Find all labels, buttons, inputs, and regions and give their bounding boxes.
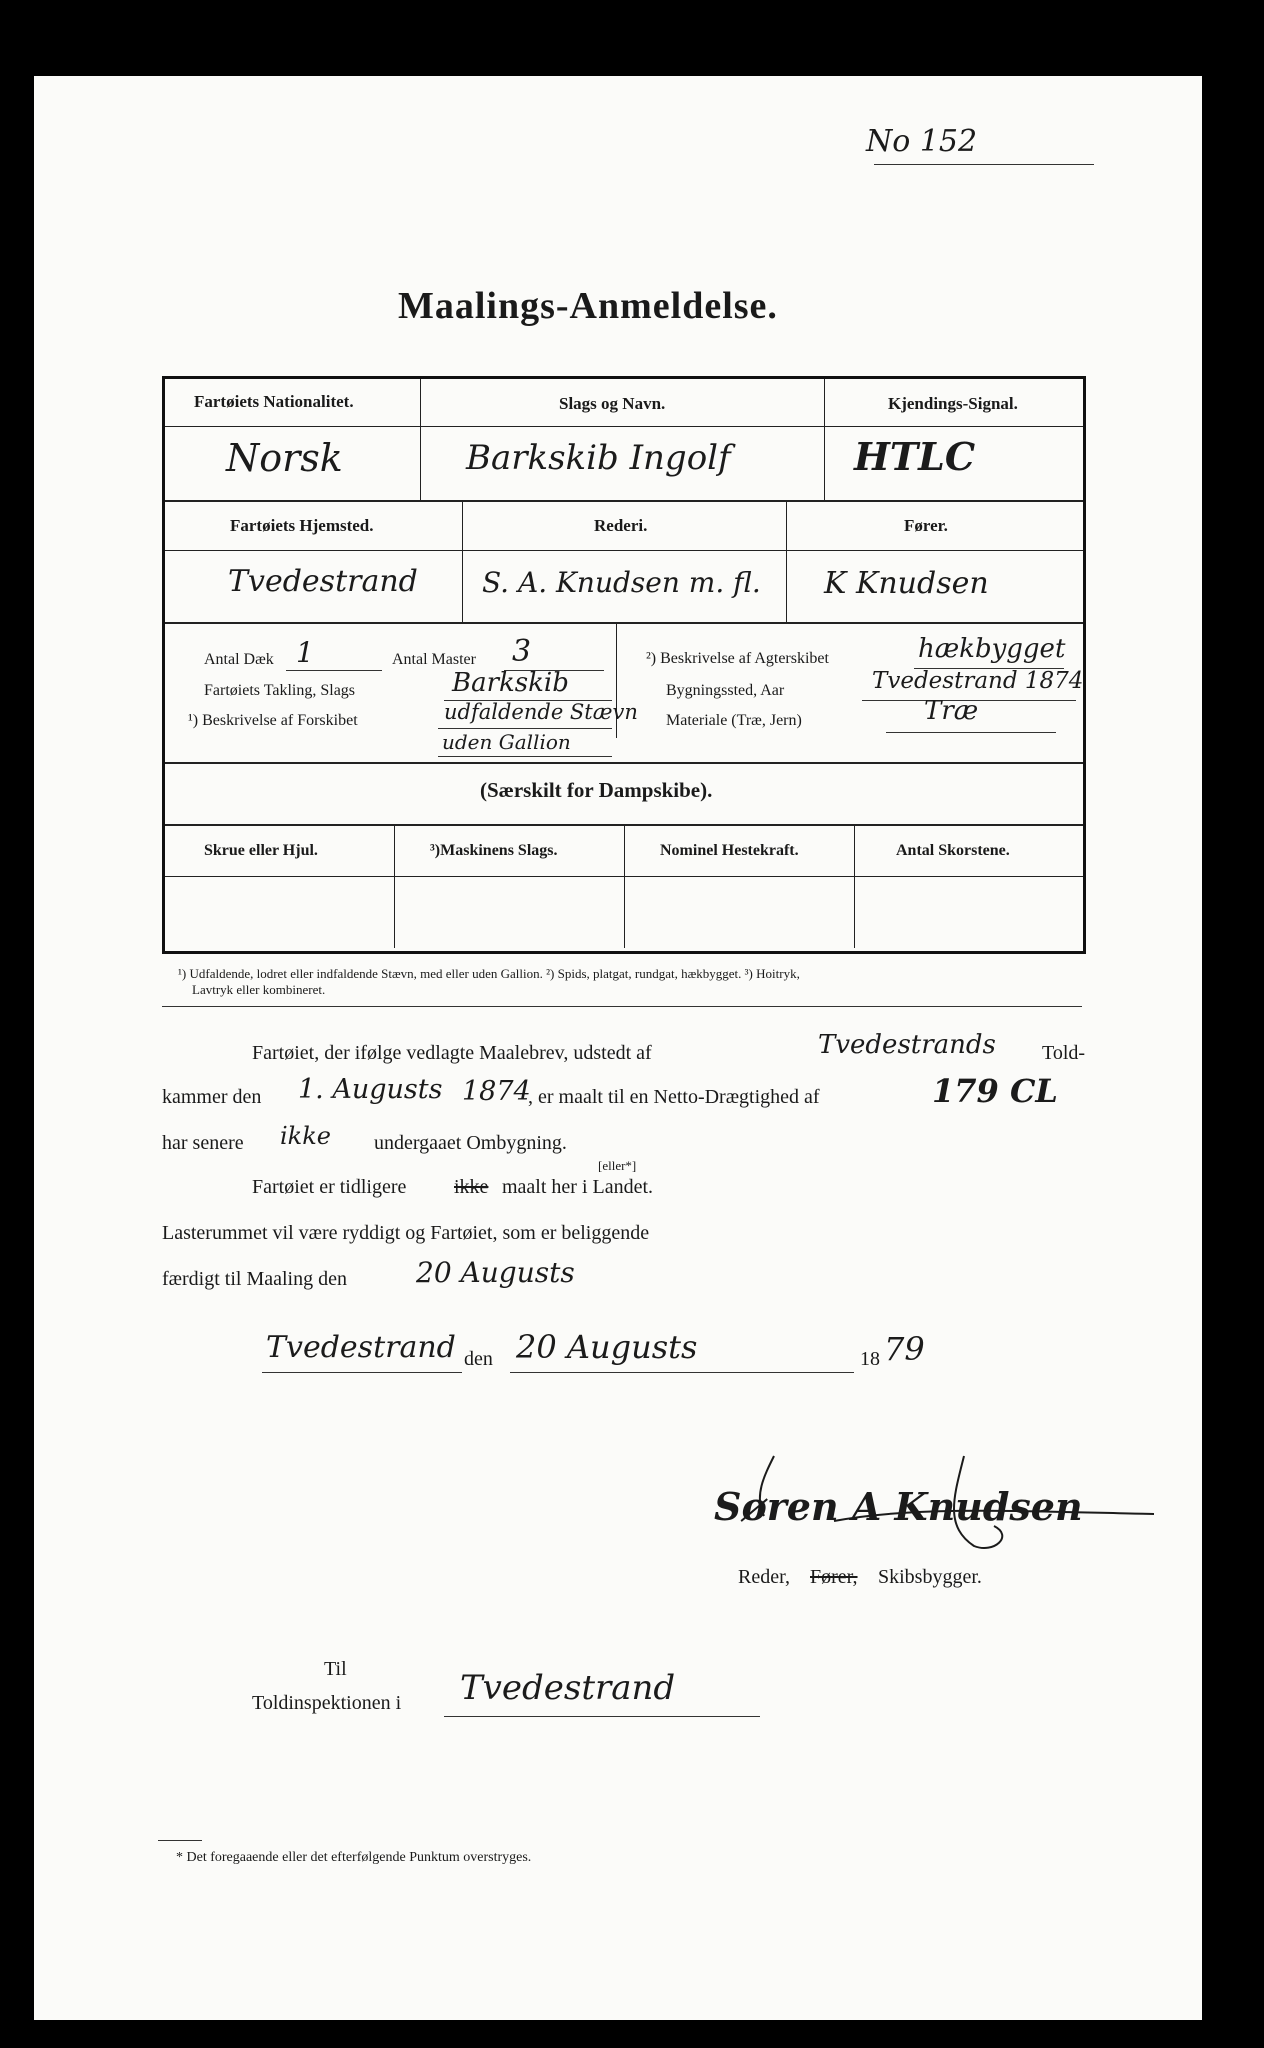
body-line-3-end: undergaaet Ombygning. — [374, 1132, 567, 1154]
body-line-3: har senere — [162, 1132, 244, 1154]
homeport-header: Fartøiets Hjemsted. — [230, 516, 374, 535]
divider — [624, 826, 625, 948]
footnote: Lavtryk eller kombineret. — [192, 982, 326, 997]
body-line-1-end: Told- — [1042, 1042, 1086, 1064]
decks-value: 1 — [296, 636, 314, 669]
date-underline — [510, 1372, 854, 1373]
sign-den: den — [464, 1348, 493, 1370]
measure-year: 1874 — [462, 1076, 531, 1107]
build-place-value: Tvedestrand 1874 — [872, 668, 1084, 694]
divider — [165, 550, 1083, 551]
eller-note: [eller*] — [598, 1158, 637, 1173]
number-underline — [874, 164, 1094, 165]
body-line-2: kammer den — [162, 1086, 262, 1108]
master-header: Fører. — [904, 516, 948, 535]
stern-label: ²) Beskrivelse af Agterskibet — [646, 650, 829, 667]
decks-label: Antal Dæk — [204, 651, 274, 668]
divider — [854, 826, 855, 948]
divider — [165, 500, 1083, 502]
signal-value: HTLC — [854, 434, 976, 479]
decks-underline — [286, 670, 382, 671]
type-name-header: Slags og Navn. — [559, 394, 666, 413]
role-forer: Fører, — [810, 1566, 858, 1588]
body-line-4: Fartøiet er tidligere — [252, 1176, 407, 1198]
divider — [165, 762, 1083, 764]
measure-date: 1. Augusts — [298, 1074, 443, 1105]
sign-date: 20 Augusts — [516, 1328, 698, 1366]
divider — [165, 426, 1083, 427]
footnote-rule — [162, 1006, 1082, 1007]
rigging-value: Barkskib — [452, 668, 569, 698]
forebody-underline — [438, 728, 612, 729]
body-line-2-mid: , er maalt til en Netto-Drægtighed af — [528, 1086, 820, 1108]
ready-date: 20 Augusts — [416, 1256, 575, 1289]
screw-wheel-header: Skrue eller Hjul. — [204, 842, 318, 859]
body-line-6: færdigt til Maaling den — [162, 1268, 347, 1290]
masts-label: Antal Master — [392, 651, 476, 668]
bottom-note: * Det foregaaende eller det efterfølgende Punktum overstryges. — [176, 1850, 532, 1865]
recipient-til: Til — [324, 1658, 347, 1680]
material-underline — [886, 732, 1056, 733]
struck-ikke: ikke — [454, 1176, 489, 1198]
year-suffix: 79 — [884, 1330, 925, 1368]
owner-header: Rederi. — [594, 516, 648, 535]
divider — [462, 502, 463, 622]
engine-type-header: ³)Maskinens Slags. — [430, 842, 558, 859]
rebuilt-value: ikke — [280, 1122, 331, 1150]
nationality-value: Norsk — [226, 436, 343, 480]
recipient-place: Tvedestrand — [460, 1668, 676, 1708]
master-value: K Knudsen — [824, 566, 989, 601]
stern-value: hækbygget — [918, 634, 1066, 664]
owner-value: S. A. Knudsen m. fl. — [482, 566, 761, 599]
divider — [165, 622, 1083, 624]
divider — [824, 379, 825, 500]
net-tonnage: 179 CL — [932, 1072, 1058, 1110]
recipient-underline — [444, 1716, 760, 1717]
homeport-value: Tvedestrand — [228, 564, 418, 599]
page-title: Maalings-Anmeldelse. — [398, 285, 778, 327]
divider — [786, 502, 787, 622]
divider — [420, 379, 421, 500]
document-page — [34, 76, 1202, 2020]
body-line-4-end: maalt her i Landet. — [502, 1176, 654, 1198]
document-number: No 152 — [866, 124, 978, 159]
horsepower-header: Nominel Hestekraft. — [660, 842, 799, 859]
role-reder: Reder, — [738, 1566, 790, 1588]
place-underline — [262, 1372, 462, 1373]
forebody-label: ¹) Beskrivelse af Forskibet — [188, 712, 358, 729]
masts-value: 3 — [512, 634, 532, 669]
body-line-5: Lasterummet vil være ryddigt og Fartøiet, som er beliggende — [162, 1222, 650, 1244]
note-rule — [158, 1840, 202, 1841]
funnels-header: Antal Skorstene. — [896, 842, 1010, 859]
body-line-1: Fartøiet, der ifølge vedlagte Maalebrev, udstedt af — [252, 1042, 652, 1064]
divider — [394, 826, 395, 948]
footnote: ¹) Udfaldende, lodret eller indfaldende Stævn, med eller uden Gallion. ²) Spids, platgat, rundgat, hækbygget. ³) Hoitryk, — [178, 966, 800, 981]
role-skibsbygger: Skibsbygger. — [878, 1566, 982, 1588]
steam-heading: (Særskilt for Dampskibe). — [480, 778, 713, 802]
type-name-value: Barkskib Ingolf — [466, 438, 731, 478]
material-value: Træ — [924, 696, 979, 726]
signature: Søren A Knudsen — [714, 1484, 1083, 1529]
nationality-header: Fartøiets Nationalitet. — [194, 392, 354, 411]
material-label: Materiale (Træ, Jern) — [666, 712, 802, 729]
forebody-value-1: udfaldende Stævn — [444, 700, 638, 724]
recipient-label: Toldinspektionen i — [252, 1692, 402, 1714]
rigging-label: Fartøiets Takling, Slags — [204, 682, 356, 699]
build-place-label: Bygningssted, Aar — [666, 682, 785, 699]
year-prefix: 18 — [860, 1348, 880, 1370]
sign-place: Tvedestrand — [266, 1330, 456, 1365]
signal-header: Kjendings-Signal. — [888, 394, 1018, 413]
issuing-office: Tvedestrands — [818, 1030, 996, 1060]
forebody-underline-2 — [438, 756, 612, 757]
forebody-value-2: uden Gallion — [442, 730, 571, 754]
